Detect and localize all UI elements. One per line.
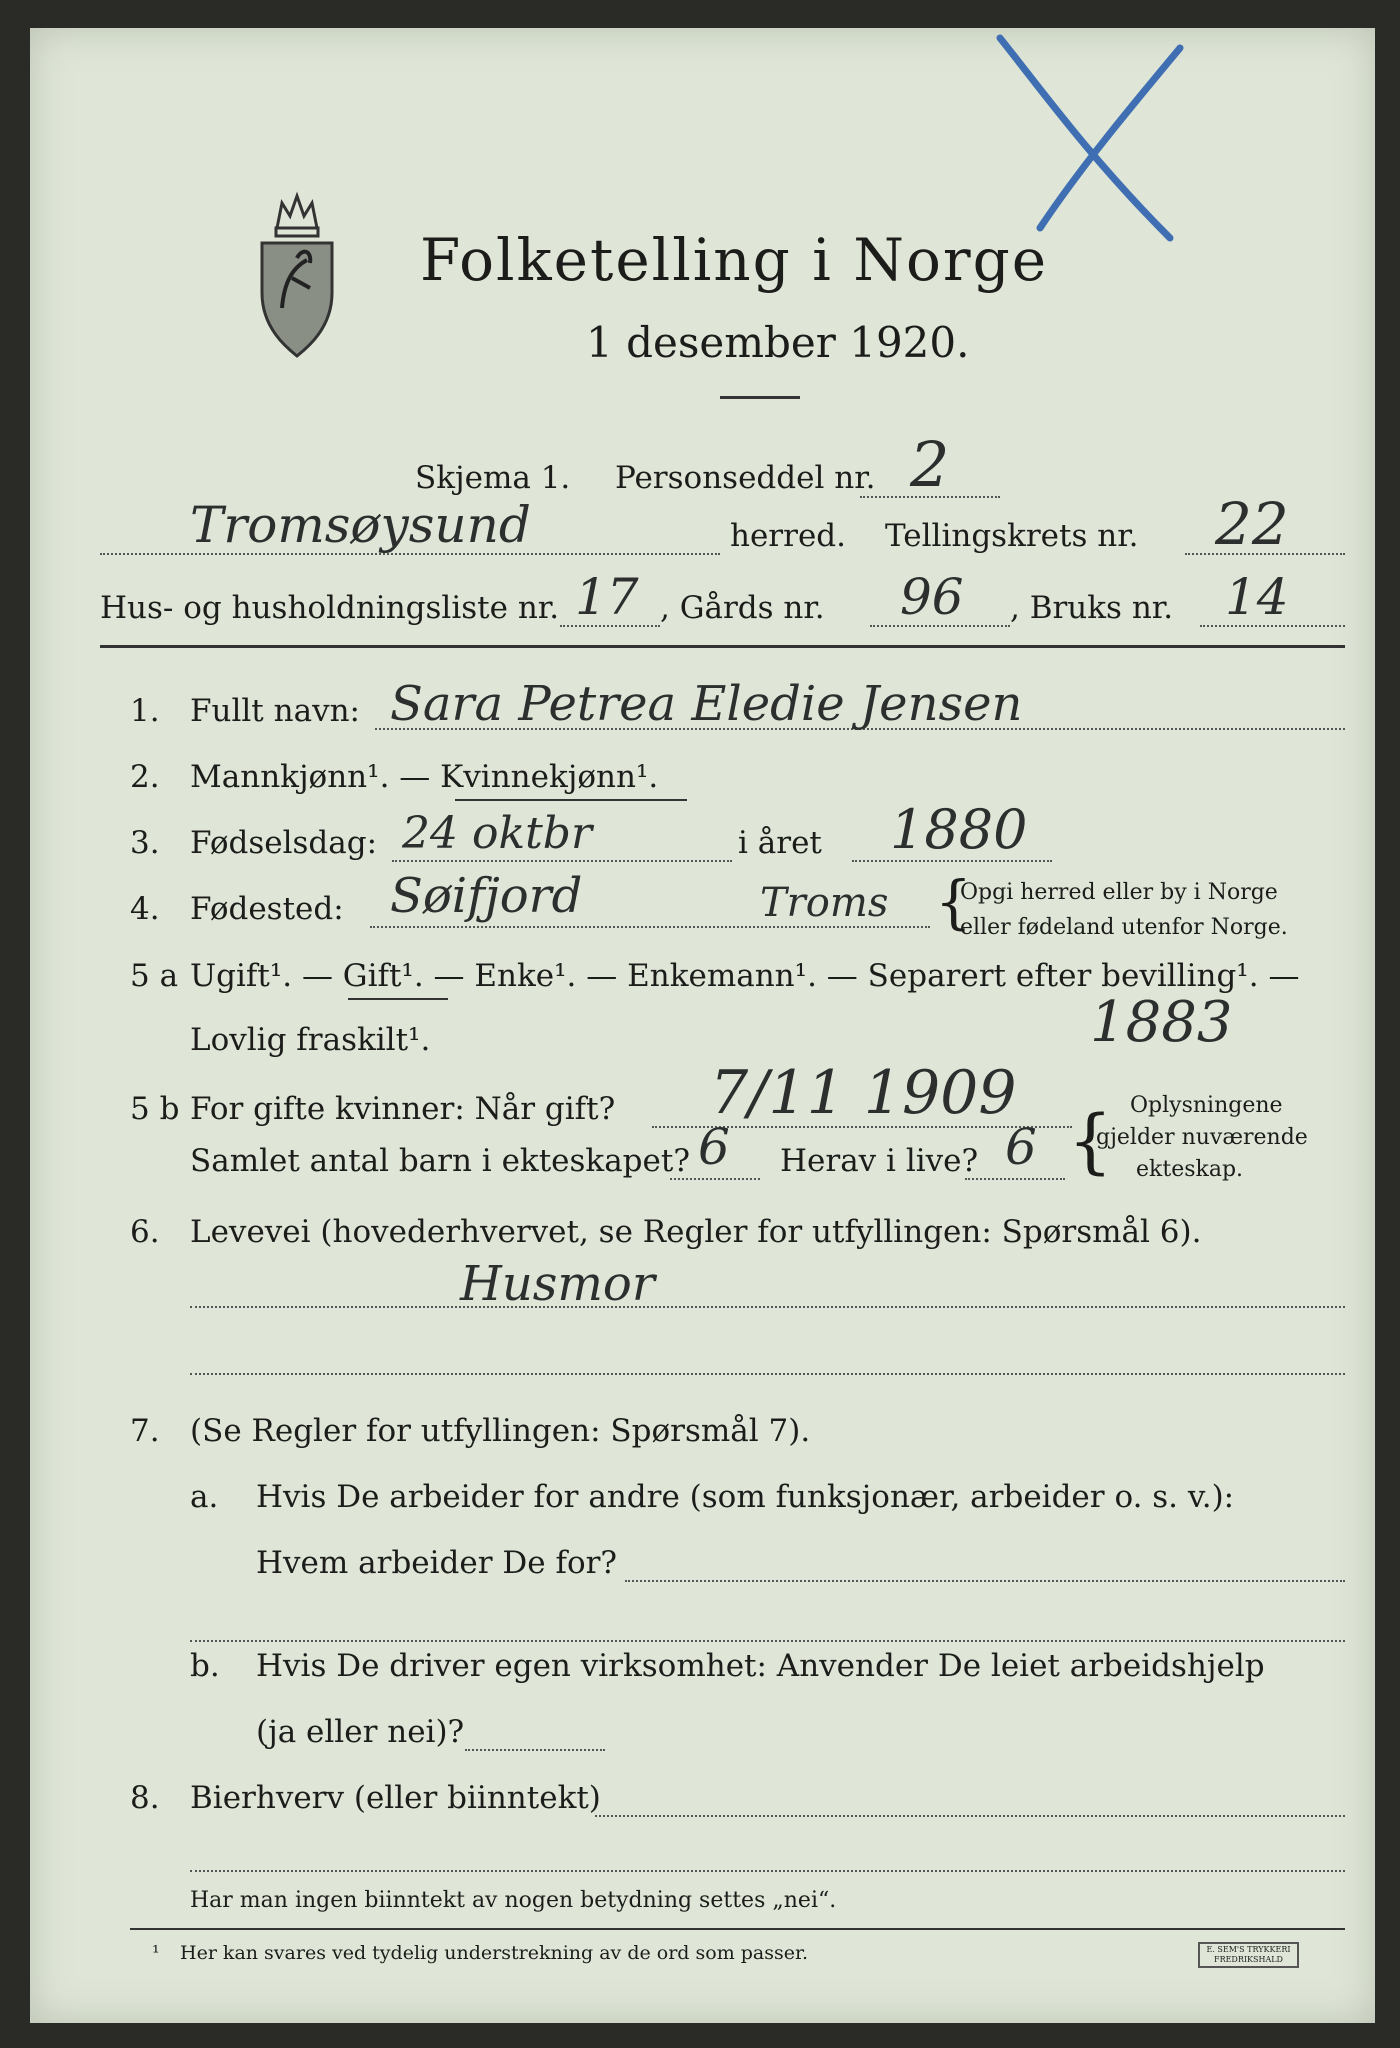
q4-brace: { (935, 868, 972, 936)
bruks-value: 14 (1225, 568, 1289, 626)
birthdate-field[interactable] (392, 860, 732, 862)
gards-label: , Gårds nr. (660, 590, 825, 626)
q7-label: (Se Regler for utfyllingen: Spørsmål 7). (190, 1413, 811, 1449)
census-form (30, 28, 1375, 2023)
printer-stamp-line-2: FREDRIKSHALD (1214, 1955, 1283, 1964)
q6-label: Levevei (hovederhvervet, se Regler for utfyllingen: Spørsmål 6). (190, 1214, 1202, 1250)
birthdate-value: 24 oktbr (402, 808, 593, 859)
footer-separator (130, 1928, 1345, 1930)
full-name-value: Sara Petrea Eledie Jensen (390, 676, 1023, 732)
q5a-label-2: Lovlig fraskilt¹. (190, 1022, 431, 1058)
skjema-label: Skjema 1. (415, 460, 571, 496)
q7a-label-2: Hvem arbeider De for? (256, 1545, 618, 1581)
q7-number: 7. (130, 1413, 160, 1449)
q3-number: 3. (130, 825, 160, 861)
hired-help-field[interactable] (465, 1749, 605, 1751)
q8-note: Har man ingen biinntekt av nogen betydning settes „nei“. (190, 1888, 837, 1913)
printer-stamp (1198, 1942, 1299, 1968)
header-separator (100, 645, 1345, 648)
form-title: Folketelling i Norge (420, 226, 1049, 294)
q7b-number: b. (190, 1648, 220, 1684)
children-label: Samlet antal barn i ekteskapet? (190, 1143, 690, 1179)
q2-number: 2. (130, 759, 160, 795)
q5b-note-1: Oplysningene (1130, 1093, 1283, 1118)
q4-label: Fødested: (190, 891, 344, 927)
q5b-note-2: gjelder nuværende (1096, 1125, 1308, 1150)
q4-note-1: Opgi herred eller by i Norge (960, 880, 1278, 905)
krets-value: 22 (1215, 490, 1289, 558)
birthplace-field[interactable] (370, 926, 930, 928)
alive-field[interactable] (965, 1178, 1065, 1180)
q5a-number: 5 a (130, 958, 179, 994)
herred-label: herred. (730, 518, 846, 554)
q7a-label: Hvis De arbeider for andre (som funksjonær, arbeider o. s. v.): (256, 1479, 1235, 1515)
marital-underline (348, 998, 448, 1000)
q7b-label: Hvis De driver egen virksomhet: Anvender De leiet arbeidshjelp (256, 1648, 1265, 1684)
birthplace-value: Søifjord (390, 868, 583, 924)
side-income-field-2[interactable] (190, 1870, 1345, 1872)
q8-label: Bierhverv (eller biinntekt) (190, 1780, 601, 1816)
marriage-date-value: 7/11 1909 (710, 1058, 1017, 1128)
hus-label: Hus- og husholdningsliste nr. (100, 590, 560, 626)
q5b-label: For gifte kvinner: Når gift? (190, 1091, 616, 1127)
q1-label: Fullt navn: (190, 693, 360, 729)
birthyear-value: 1880 (890, 798, 1028, 861)
herred-value: Tromsøysund (190, 496, 531, 554)
gender-underline (455, 799, 687, 801)
q6-number: 6. (130, 1214, 160, 1250)
alive-label: Herav i live? (780, 1143, 979, 1179)
employer-field-2[interactable] (190, 1640, 1345, 1642)
children-value: 6 (698, 1118, 730, 1176)
q3-label: Fødselsdag: (190, 825, 378, 861)
q2-gender-options[interactable]: Mannkjønn¹. — Kvinnekjønn¹. (190, 759, 659, 795)
footnote-mark: ¹ (152, 1942, 160, 1964)
q5b-brace: { (1068, 1100, 1113, 1182)
year-label: i året (738, 825, 822, 861)
birthplace-county: Troms (760, 880, 889, 926)
gards-value: 96 (900, 568, 964, 626)
q5b-number: 5 b (130, 1091, 180, 1127)
q7a-number: a. (190, 1479, 219, 1515)
krets-label: Tellingskrets nr. (885, 518, 1139, 554)
occupation-value: Husmor (460, 1256, 655, 1312)
marriage-year-annotation: 1883 (1090, 990, 1233, 1055)
form-date: 1 desember 1920. (586, 318, 970, 367)
q7b-label-2: (ja eller nei)? (256, 1714, 465, 1750)
printer-stamp-line-1: E. SEM'S TRYKKERI (1206, 1945, 1291, 1954)
q8-number: 8. (130, 1780, 160, 1816)
children-field[interactable] (670, 1178, 760, 1180)
q5b-note-3: ekteskap. (1136, 1157, 1244, 1182)
title-divider (720, 396, 800, 399)
employer-field[interactable] (625, 1580, 1345, 1582)
norway-coat-of-arms-icon (252, 188, 342, 358)
bruks-label: , Bruks nr. (1010, 590, 1174, 626)
personseddel-value: 2 (910, 428, 950, 501)
hus-value: 17 (575, 568, 639, 626)
occupation-field-2[interactable] (190, 1373, 1345, 1375)
personseddel-label: Personseddel nr. (615, 460, 876, 496)
side-income-field[interactable] (595, 1815, 1345, 1817)
footnote-text: Her kan svares ved tydelig understrekning av de ord som passer. (180, 1942, 809, 1964)
q1-number: 1. (130, 693, 160, 729)
q4-number: 4. (130, 891, 160, 927)
q5a-marital-options[interactable]: Ugift¹. — Gift¹. — Enke¹. — Enkemann¹. — Separert efter bevilling¹. — (190, 958, 1300, 994)
q4-note-2: eller fødeland utenfor Norge. (960, 915, 1288, 940)
alive-value: 6 (1005, 1118, 1037, 1176)
occupation-field-1[interactable] (190, 1306, 1345, 1308)
